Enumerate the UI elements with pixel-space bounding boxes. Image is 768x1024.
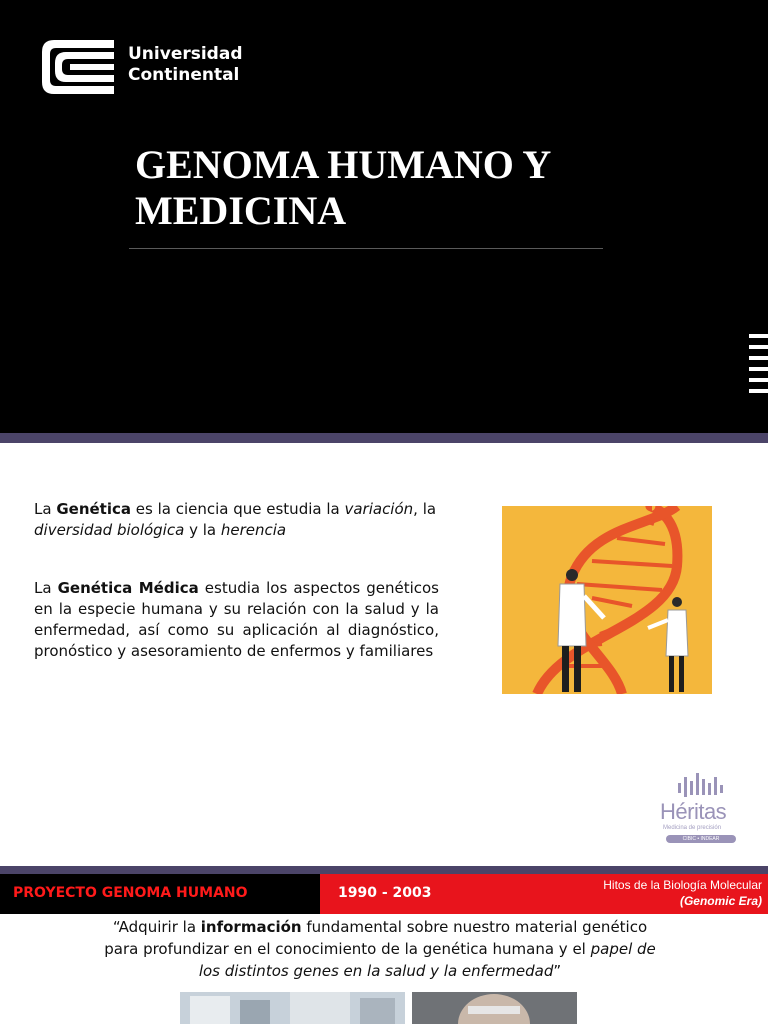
term-herencia: herencia [220,521,287,539]
text-run: y la [184,521,221,539]
heritas-subtitle: Medicina de precisión [663,825,722,831]
stripe [749,334,768,338]
project-years: 1990 - 2003 [338,885,432,901]
person-photo [412,992,577,1024]
lab-photo-graphic [180,992,405,1024]
text-run: es la ciencia que estudia la [131,500,345,518]
university-name [128,44,242,86]
slide-separator [0,433,768,443]
text-run: ” [553,962,562,980]
university-logo-icon [40,38,116,96]
milestones-line2: (Genomic Era) [679,894,762,908]
lab-photo [180,992,405,1024]
term-informacion: información [200,918,302,936]
dna-scientists-illustration [502,506,712,694]
slide-title: GENOMA HUMANO Y MEDICINA [135,142,550,233]
text-run: La [34,579,58,597]
text-run: , la [413,500,437,518]
project-title: PROYECTO GENOMA HUMANO [13,885,248,901]
text-run: fundamental sobre nuestro material genético para profundizar en el conocimiento de la genética humana y el [104,918,648,958]
title-divider [129,248,603,249]
years-header [320,874,768,914]
person-photo-graphic [412,992,577,1024]
text-run: estudia los aspectos genéticos en la especie humana y su relación con la salud y la enfermedad, así como su aplicación al diagnóstico, pronóstico y asesoramiento de enfermos y familiares [34,579,439,660]
term-genetica-medica: Genética Médica [57,579,199,597]
genome-project-slide [0,874,768,1024]
stripe [749,389,768,393]
university-name-line1: Universidad [128,44,243,64]
project-quote [100,916,660,982]
term-variacion: variación [344,500,414,518]
milestones-line1: Hitos de la Biología Molecular [603,878,762,892]
university-name-line2: Continental [128,65,240,85]
term-diversidad: diversidad biológica [34,521,185,539]
text-run: La [34,500,57,518]
stripe [749,378,768,382]
slide-separator [0,866,768,874]
title-slide [0,0,768,433]
term-genetica: Genética [56,500,131,518]
stripes-decoration [749,334,768,400]
genetics-definition [34,499,439,541]
heritas-badge: CIBIC • INDEAR [666,835,736,843]
heritas-logo [660,773,740,845]
term-papel-genes: papel de los distintos genes en la salud y la enfermedad [198,940,656,980]
stripe [749,367,768,371]
milestones-caption [603,877,762,909]
project-header [0,874,320,914]
medical-genetics-definition [34,578,439,662]
genetics-definition-slide [0,443,768,866]
heritas-name: Héritas [660,799,727,824]
stripe [749,345,768,349]
text-run: “Adquirir la [112,918,201,936]
dna-bars-icon [676,773,726,799]
stripe [749,356,768,360]
